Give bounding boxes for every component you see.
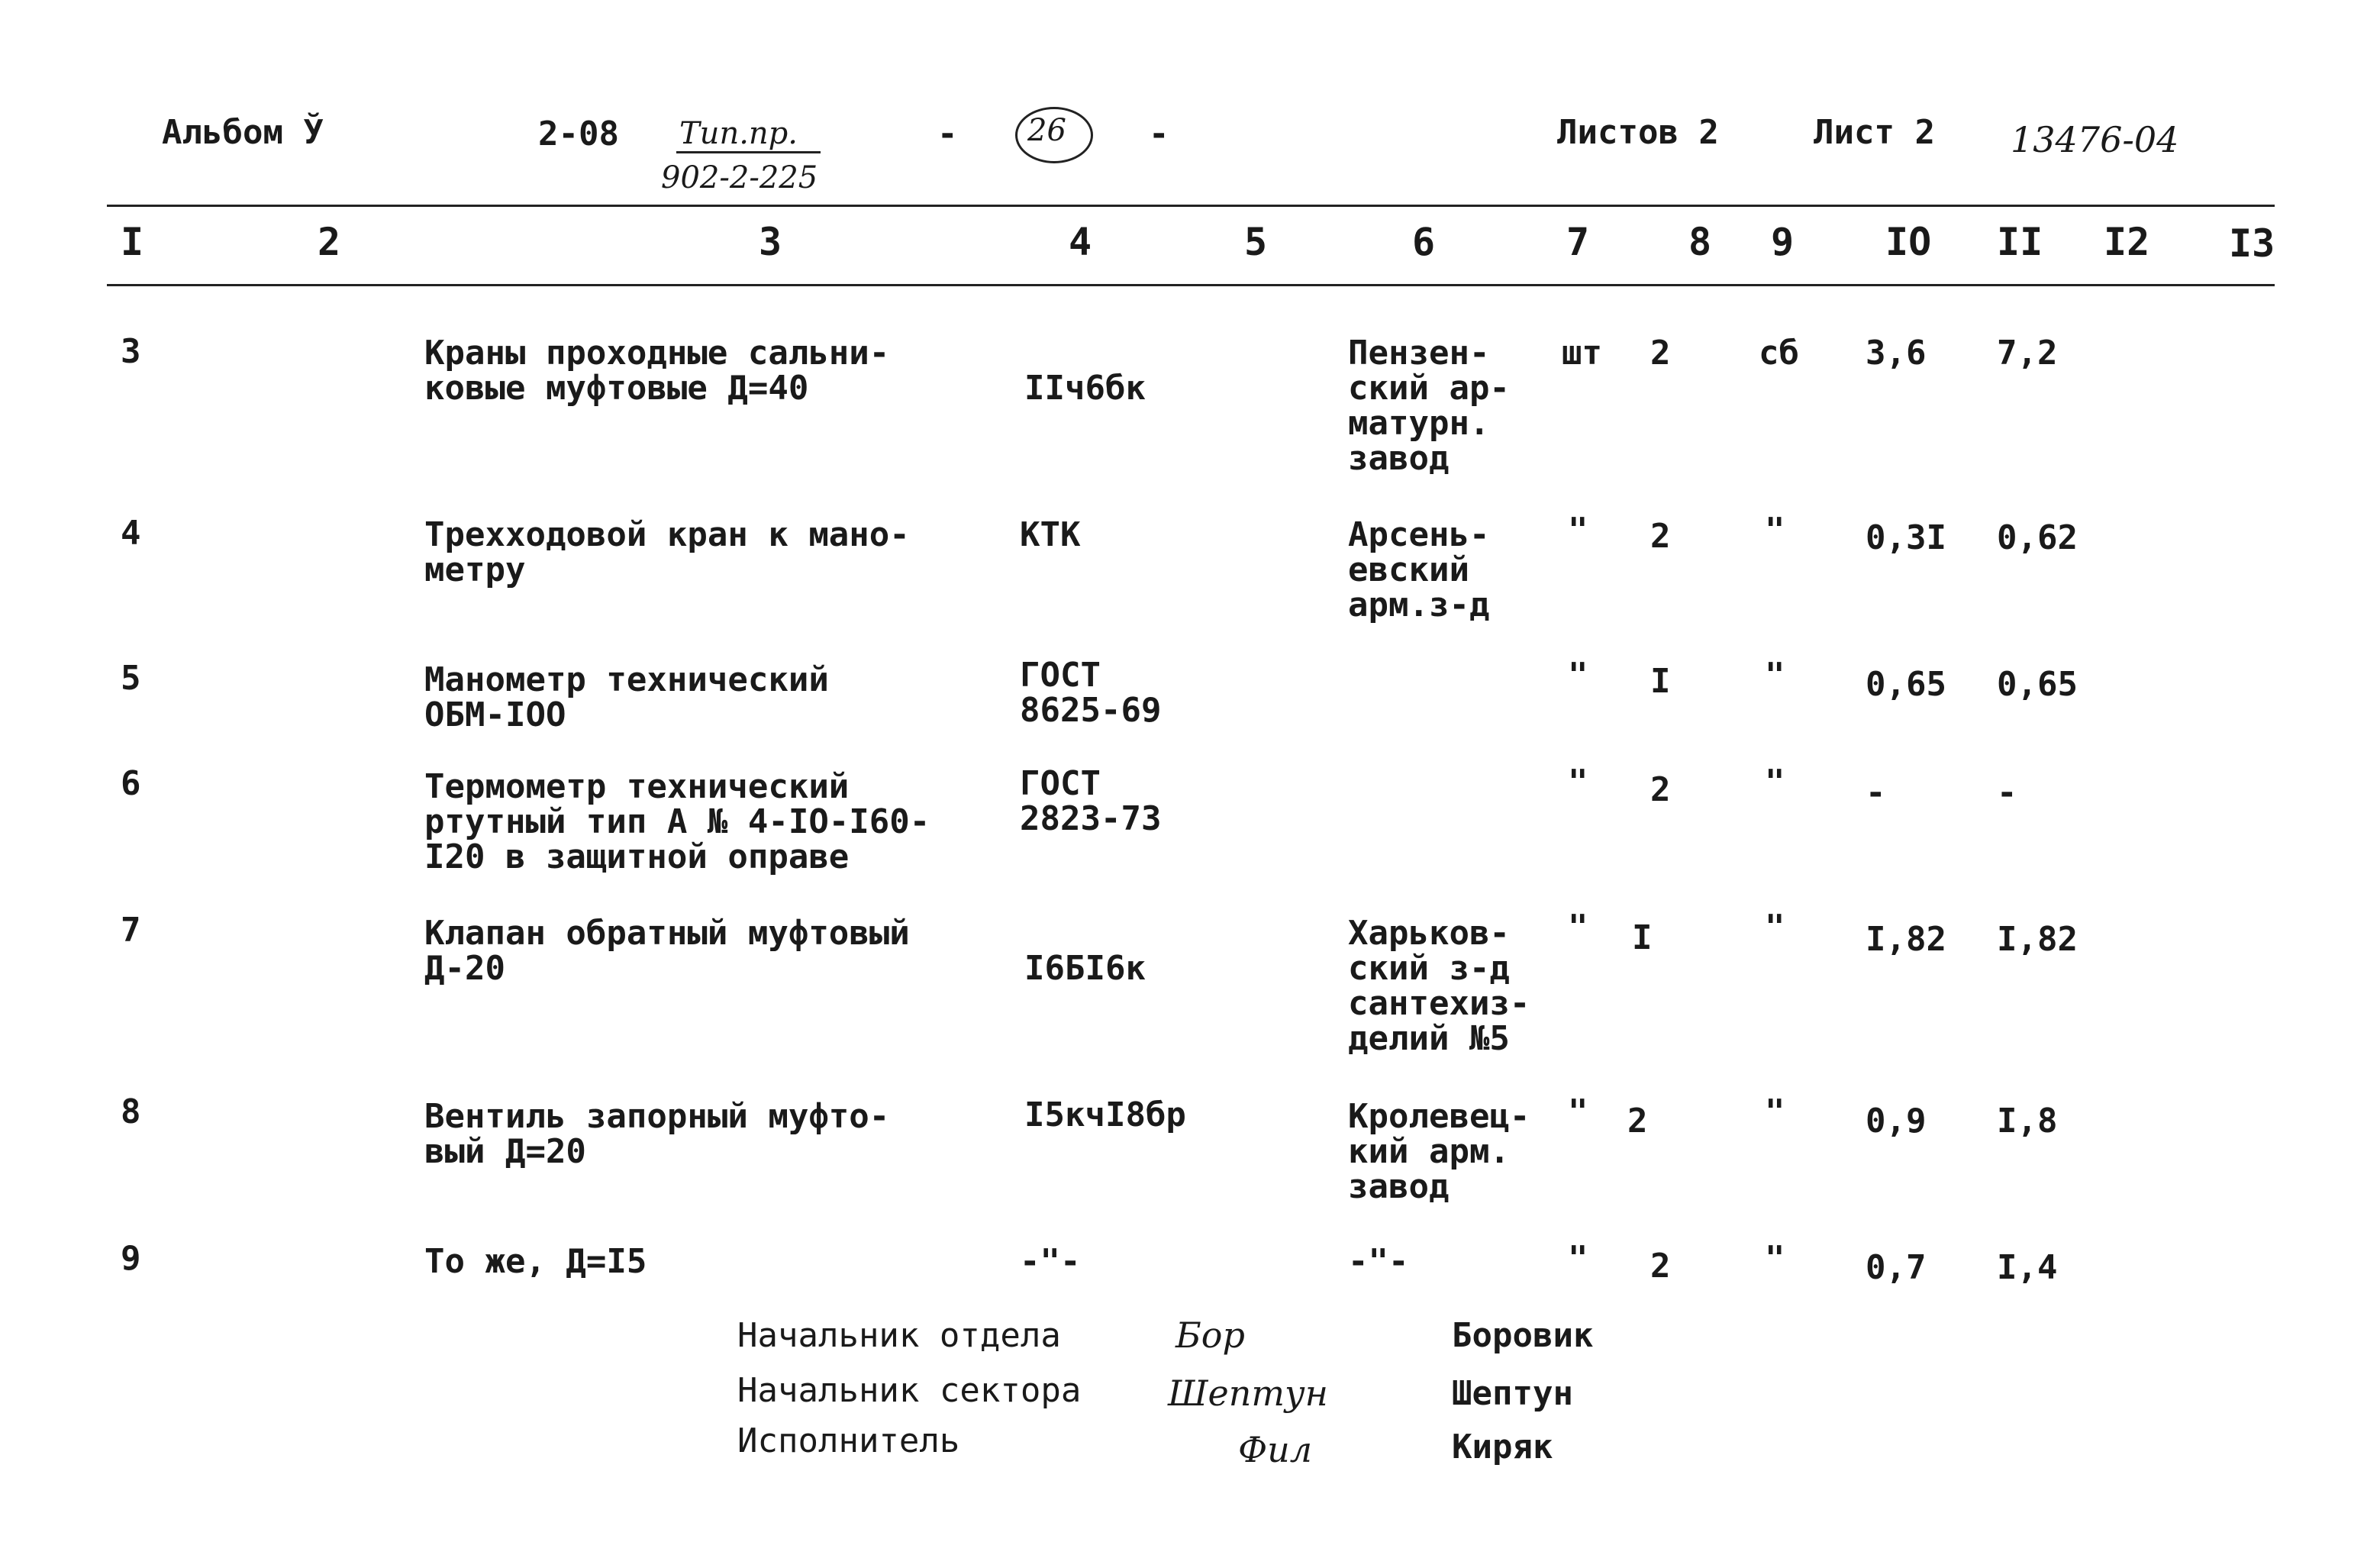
- item-total-weight: I,82: [1997, 920, 2078, 959]
- item-name: То же, Д=I5: [424, 1242, 647, 1281]
- column-number: II: [1997, 220, 2043, 264]
- item-mark: IIч6бк: [1024, 369, 1146, 408]
- sheets-total: Листов 2: [1557, 113, 1719, 152]
- item-qty: 2: [1650, 1247, 1671, 1286]
- item-mark: КТК: [1020, 515, 1081, 554]
- row-number: 9: [121, 1239, 141, 1278]
- item-mark: ГОСТ 8625-69: [1020, 656, 1162, 730]
- item-qty: I: [1650, 662, 1671, 701]
- item-unit: ": [1568, 656, 1588, 695]
- item-maker: Кролевец- кий арм. завод: [1348, 1097, 1530, 1206]
- row-number: 7: [121, 911, 141, 950]
- column-number: 3: [759, 220, 782, 264]
- row-number: 8: [121, 1092, 141, 1131]
- column-number: 8: [1688, 220, 1712, 264]
- row-number: 3: [121, 332, 141, 371]
- item-maker: Арсень- евский арм.з-д: [1348, 515, 1490, 624]
- item-col9: ": [1765, 763, 1785, 802]
- item-unit: ": [1568, 908, 1588, 947]
- item-mark: I6БI6к: [1024, 949, 1146, 988]
- item-col9: ": [1765, 656, 1785, 695]
- item-col9: сб: [1759, 334, 1799, 373]
- column-number: IO: [1885, 220, 1932, 264]
- column-number: 5: [1244, 220, 1268, 264]
- handwritten-signature: Фил: [1238, 1429, 1313, 1470]
- item-unit: ": [1568, 511, 1588, 550]
- header-rule-bottom: [107, 284, 2275, 286]
- item-mark: I5кчI8бр: [1024, 1095, 1186, 1134]
- item-unit: ": [1568, 1092, 1588, 1131]
- document-number: 13476-04: [2011, 119, 2179, 160]
- item-name: Вентиль запорный муфто- вый Д=20: [424, 1097, 890, 1171]
- item-unit-weight: I,82: [1866, 920, 1946, 959]
- handwritten-signature: Шептун: [1168, 1373, 1328, 1414]
- signature-role: Начальник отдела: [737, 1316, 1061, 1355]
- item-qty: 2: [1627, 1102, 1648, 1141]
- column-number: I3: [2229, 221, 2275, 266]
- item-name: Клапан обратный муфтовый Д-20: [424, 914, 910, 988]
- series-code: 2-08: [538, 115, 619, 153]
- item-unit-weight: 3,6: [1866, 334, 1927, 373]
- column-number: 7: [1566, 220, 1590, 264]
- item-maker: Пензен- ский ар- матурн. завод: [1348, 334, 1510, 478]
- item-total-weight: I,8: [1997, 1102, 2058, 1141]
- item-name: Термометр технический ртутный тип А № 4-IO-I60- I20 в защитной оправе: [424, 767, 930, 876]
- signature-name: Шептун: [1452, 1374, 1573, 1413]
- header-dash-1: -: [937, 115, 958, 153]
- row-number: 4: [121, 514, 141, 553]
- item-qty: 2: [1650, 334, 1671, 373]
- item-mark: -"-: [1020, 1242, 1081, 1281]
- item-unit: ": [1568, 763, 1588, 802]
- item-col9: ": [1765, 1092, 1785, 1131]
- header-rule-top: [107, 205, 2275, 207]
- album-label: Альбом Ў: [162, 113, 324, 152]
- row-number: 5: [121, 659, 141, 698]
- item-maker: Харьков- ский з-д сантехиз- делий №5: [1348, 914, 1530, 1058]
- item-col9: ": [1765, 908, 1785, 947]
- project-type: Тип.пр.: [676, 116, 821, 153]
- item-unit-weight: 0,3I: [1866, 518, 1946, 557]
- item-mark: ГОСТ 2823-73: [1020, 764, 1162, 838]
- item-unit-weight: -: [1866, 773, 1886, 812]
- item-total-weight: 7,2: [1997, 334, 2058, 373]
- item-unit-weight: 0,65: [1866, 665, 1946, 704]
- column-number: 2: [318, 220, 341, 264]
- item-unit: шт: [1562, 334, 1602, 373]
- column-number: 4: [1069, 220, 1092, 264]
- item-maker: -"-: [1348, 1242, 1409, 1281]
- signature-role: Исполнитель: [737, 1421, 960, 1460]
- item-unit: ": [1568, 1239, 1588, 1278]
- item-col9: ": [1765, 1239, 1785, 1278]
- header-dash-2: -: [1149, 115, 1169, 153]
- signature-name: Киряк: [1452, 1428, 1553, 1466]
- item-qty: 2: [1650, 770, 1671, 809]
- item-total-weight: I,4: [1997, 1248, 2058, 1287]
- column-number: I2: [2104, 220, 2150, 264]
- signature-name: Боровик: [1452, 1316, 1594, 1355]
- item-total-weight: -: [1997, 773, 2017, 812]
- column-number: 9: [1771, 220, 1795, 264]
- sheet-number: Лист 2: [1814, 113, 1935, 152]
- item-qty: 2: [1650, 517, 1671, 556]
- handwritten-signature: Бор: [1175, 1315, 1245, 1356]
- column-number: 6: [1412, 220, 1436, 264]
- item-total-weight: 0,65: [1997, 665, 2078, 704]
- signature-role: Начальник сектора: [737, 1371, 1082, 1410]
- circled-number: 26: [1027, 113, 1066, 148]
- item-qty: I: [1632, 918, 1653, 957]
- column-number: I: [121, 220, 144, 264]
- project-number: 902-2-225: [661, 160, 818, 195]
- item-name: Краны проходные сальни- ковые муфтовые Д=40: [424, 334, 890, 408]
- item-name: Манометр технический ОБМ-IOO: [424, 660, 829, 734]
- row-number: 6: [121, 764, 141, 803]
- item-col9: ": [1765, 511, 1785, 550]
- item-unit-weight: 0,7: [1866, 1248, 1927, 1287]
- item-total-weight: 0,62: [1997, 518, 2078, 557]
- item-unit-weight: 0,9: [1866, 1102, 1927, 1141]
- item-name: Трехходовой кран к мано- метру: [424, 515, 910, 589]
